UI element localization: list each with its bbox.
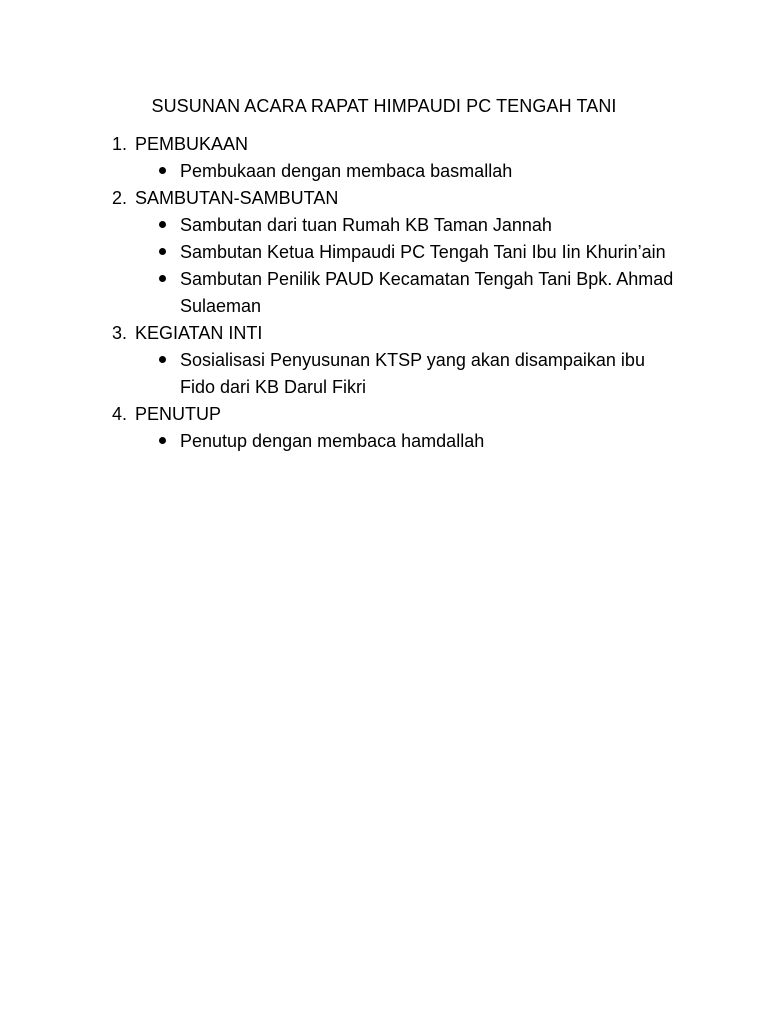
list-item bbox=[158, 266, 712, 320]
list-item bbox=[158, 428, 712, 455]
agenda-section-main-activity bbox=[112, 320, 712, 401]
bullet-icon bbox=[158, 239, 180, 266]
agenda-section-closing bbox=[112, 401, 712, 455]
section-number: 2. bbox=[112, 188, 128, 208]
list-item-text: Sosialisasi Penyusunan KTSP yang akan disampaikan ibu Fido dari KB Darul Fikri bbox=[180, 350, 645, 397]
agenda-section-opening bbox=[112, 131, 712, 185]
list-item bbox=[158, 347, 712, 401]
list-item bbox=[158, 212, 712, 239]
list-item-text: Sambutan Ketua Himpaudi PC Tengah Tani Ibu Iin Khurin’ain bbox=[180, 242, 666, 262]
list-item bbox=[158, 158, 712, 185]
section-heading-row bbox=[112, 320, 712, 347]
section-items bbox=[112, 347, 712, 401]
bullet-icon bbox=[158, 347, 180, 374]
list-item bbox=[158, 239, 712, 266]
list-item-text: Pembukaan dengan membaca basmallah bbox=[180, 161, 513, 181]
list-item-text: Sambutan dari tuan Rumah KB Taman Jannah bbox=[180, 215, 552, 235]
bullet-icon bbox=[158, 266, 180, 293]
list-item-text: Sambutan Penilik PAUD Kecamatan Tengah Tani Bpk. Ahmad Sulaeman bbox=[180, 269, 674, 316]
document-title: SUSUNAN ACARA RAPAT HIMPAUDI PC TENGAH TANI bbox=[151, 96, 617, 116]
agenda-list bbox=[112, 131, 712, 455]
section-items bbox=[112, 212, 712, 320]
section-heading: SAMBUTAN-SAMBUTAN bbox=[135, 188, 339, 208]
section-items bbox=[112, 428, 712, 455]
section-heading: PENUTUP bbox=[135, 404, 222, 424]
list-item-text: Penutup dengan membaca hamdallah bbox=[180, 431, 485, 451]
section-heading-row bbox=[112, 131, 712, 158]
bullet-icon bbox=[158, 212, 180, 239]
section-heading: KEGIATAN INTI bbox=[135, 323, 263, 343]
bullet-icon bbox=[158, 428, 180, 455]
section-number: 3. bbox=[112, 323, 128, 343]
agenda-section-speeches bbox=[112, 185, 712, 320]
section-number: 1. bbox=[112, 134, 128, 154]
section-items bbox=[112, 158, 712, 185]
section-heading: PEMBUKAAN bbox=[135, 134, 249, 154]
bullet-icon bbox=[158, 158, 180, 185]
section-heading-row bbox=[112, 185, 712, 212]
section-number: 4. bbox=[112, 404, 128, 424]
section-heading-row bbox=[112, 401, 712, 428]
